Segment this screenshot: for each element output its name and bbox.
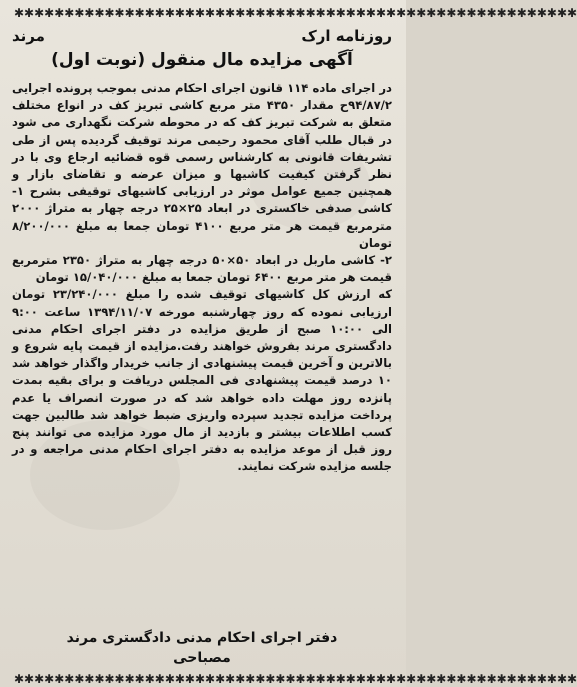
masthead [12,24,392,48]
city-name: مرند [12,27,45,45]
notice-paragraph-terms: که ارزش کل کاشیهای توقیف شده را مبلغ ۲۳/۲۴۰/۰۰۰ تومان ارزیابی نموده که روز چهارشنبه مورخه ۱۳۹۴/۱۱/۰۷ ساعت ۹:۰۰ الی ۱۰:۰۰ صبح از طریق مزایده در دفتر اجرای احکام مدنی دادگستری مرند بفروش خواهند رفت.مزایده از قیمت پایه شروع و بالاترین و آخرین قیمت پیشنهادی از جانب خریدار واگذار خواهد شد ۱۰ درصد قیمت پیشنهادی فی المجلس دریافت و برای بقیه بمدت پانزده روز مهلت داده خواهد شد که در صورت انصراف یا عدم پرداخت مزایده تجدید سپرده واریزی ضبط خواهد شد طالبین جهت کسب اطلاعات بیشتر و بازدید از مال مورد مزایده می توانند پنج روز قبل از موعد مزایده به دفتر اجرای احکام مدنی مراجعه و در جلسه مزایده شرکت نمایند. [12,287,393,474]
notice-body [12,80,392,628]
bottom-star-border: ✱✱✱✱✱✱✱✱✱✱✱✱✱✱✱✱✱✱✱✱✱✱✱✱✱✱✱✱✱✱✱✱✱✱✱✱✱✱✱✱✱✱✱✱✱✱✱✱✱✱✱✱✱✱✱✱ [14,672,577,686]
notice-paragraph-item-2: ۲- کاشی ماربل در ابعاد ۵۰×۵۰ درجه چهار به متراژ ۲۳۵۰ مترمربع قیمت هر متر مربع ۶۴۰۰ تومان جمعا به مبلغ ۱۵/۰۴۰/۰۰۰ تومان [12,253,392,285]
newspaper-name: روزنامه ارک [301,27,392,45]
notice-paragraph-intro: در اجرای ماده ۱۱۴ قانون اجرای احکام مدنی بموجب پرونده اجرایی ۹۴/۸۷/۲ح مقدار ۴۳۵۰ متر مربع کاشی تبریز کف در انواع مختلف متعلق به شرکت تبریز کف که در محوطه شرکت نگهداری می شود در قبال طلب آقای محمود رحیمی مرند توقیف گردیده پس از طی تشریفات قانونی به کارشناس رسمی قوه قضائیه ارجاع وی با در نظر گرفتن کیفیت کاشیها و میزان عرضه و تقاضای بازار و همچنین جمیع عوامل موثر در ارزیابی کاشیهای توقیفی بشرح ۱- کاشی صدفی خاکستری در ابعاد ۲۵×۲۵ درجه چهار به متراژ ۲۰۰۰ مترمربع قیمت هر متر مربع ۴۱۰۰ تومان جمعا به مبلغ ۸/۲۰۰/۰۰۰ تومان [12,81,393,250]
notice-title: آگهی مزایده مال منقول (نوبت اول) [51,50,353,70]
top-star-border: ✱✱✱✱✱✱✱✱✱✱✱✱✱✱✱✱✱✱✱✱✱✱✱✱✱✱✱✱✱✱✱✱✱✱✱✱✱✱✱✱✱✱✱✱✱✱✱✱✱✱✱✱✱✱✱✱ [14,6,577,20]
notice-footer [12,628,392,668]
signer-name: مصباحی [173,650,231,666]
issuing-office: دفتر اجرای احکام مدنی دادگستری مرند [66,630,338,646]
